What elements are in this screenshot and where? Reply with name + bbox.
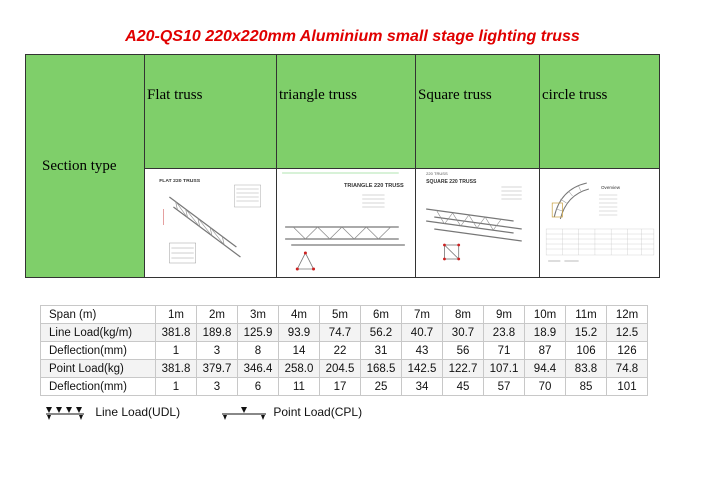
- table-cell: 11: [279, 378, 320, 396]
- table-cell: 8m: [443, 306, 484, 324]
- col-triangle-truss: triangle truss: [277, 55, 416, 169]
- table-cell: 15.2: [566, 324, 607, 342]
- load-table-row: [41, 324, 648, 342]
- svg-text:220 TRUSS: 220 TRUSS: [426, 171, 448, 176]
- table-cell: 5m: [320, 306, 361, 324]
- load-table-row: [41, 342, 648, 360]
- table-cell: 17: [320, 378, 361, 396]
- table-cell: 2m: [197, 306, 238, 324]
- table-cell: 30.7: [443, 324, 484, 342]
- table-cell: 3: [197, 378, 238, 396]
- table-cell: 56.2: [361, 324, 402, 342]
- table-cell: 8: [238, 342, 279, 360]
- row-label: Point Load(kg): [41, 360, 156, 378]
- table-cell: 9m: [484, 306, 525, 324]
- udl-legend: [44, 405, 180, 421]
- table-cell: 71: [484, 342, 525, 360]
- table-cell: 168.5: [361, 360, 402, 378]
- table-cell: 74.7: [320, 324, 361, 342]
- table-cell: 258.0: [279, 360, 320, 378]
- row-label: Span (m): [41, 306, 156, 324]
- table-cell: 12.5: [607, 324, 648, 342]
- cpl-label: Point Load(CPL): [273, 405, 363, 420]
- page-title: A20-QS10 220x220mm Aluminium small stage lighting truss: [125, 28, 580, 45]
- row-label: Deflection(mm): [41, 342, 156, 360]
- table-cell: 381.8: [156, 360, 197, 378]
- triangle-truss-caption: TRIANGLE 220 TRUSS: [343, 183, 404, 189]
- col-flat-truss: Flat truss: [145, 55, 277, 169]
- load-table-row: [41, 360, 648, 378]
- table-cell: 122.7: [443, 360, 484, 378]
- table-cell: 189.8: [197, 324, 238, 342]
- table-cell: 23.8: [484, 324, 525, 342]
- udl-label: Line Load(UDL): [95, 405, 181, 420]
- triangle-truss-image: [277, 169, 416, 278]
- square-truss-caption: SQUARE 220 TRUSS: [426, 179, 477, 185]
- table-cell: 106: [566, 342, 607, 360]
- table-cell: 1m: [156, 306, 197, 324]
- table-cell: 94.4: [525, 360, 566, 378]
- table-cell: 107.1: [484, 360, 525, 378]
- load-table: [40, 305, 648, 396]
- square-truss-image: [416, 169, 540, 278]
- table-cell: 11m: [566, 306, 607, 324]
- table-cell: 204.5: [320, 360, 361, 378]
- table-cell: 34: [402, 378, 443, 396]
- table-cell: 74.8: [607, 360, 648, 378]
- table-cell: 10m: [525, 306, 566, 324]
- table-cell: 1: [156, 378, 197, 396]
- row-label: Line Load(kg/m): [41, 324, 156, 342]
- table-cell: 43: [402, 342, 443, 360]
- table-cell: 6: [238, 378, 279, 396]
- table-cell: 85: [566, 378, 607, 396]
- table-cell: 57: [484, 378, 525, 396]
- table-cell: 1: [156, 342, 197, 360]
- table-cell: 31: [361, 342, 402, 360]
- table-cell: 4m: [279, 306, 320, 324]
- col-square-truss: Square truss: [416, 55, 540, 169]
- table-cell: 3: [197, 342, 238, 360]
- table-cell: 25: [361, 378, 402, 396]
- cpl-arrow-icon: [220, 405, 270, 421]
- table-cell: 101: [607, 378, 648, 396]
- table-cell: 83.8: [566, 360, 607, 378]
- table-cell: 126: [607, 342, 648, 360]
- table-cell: 45: [443, 378, 484, 396]
- table-cell: 18.9: [525, 324, 566, 342]
- section-type-label: Section type: [26, 55, 145, 278]
- table-cell: 87: [525, 342, 566, 360]
- cpl-legend: [220, 405, 362, 421]
- table-cell: 14: [279, 342, 320, 360]
- col-circle-truss: circle truss: [540, 55, 660, 169]
- table-cell: 7m: [402, 306, 443, 324]
- row-label: Deflection(mm): [41, 378, 156, 396]
- flat-truss-caption: FLAT 220 TRUSS: [159, 178, 201, 184]
- table-cell: 3m: [238, 306, 279, 324]
- table-cell: 40.7: [402, 324, 443, 342]
- circle-truss-caption: Overview: [601, 185, 621, 190]
- udl-arrows-icon: [44, 405, 92, 421]
- table-cell: 22: [320, 342, 361, 360]
- load-table-row: [41, 306, 648, 324]
- load-table-row: [41, 378, 648, 396]
- table-cell: 125.9: [238, 324, 279, 342]
- table-cell: 93.9: [279, 324, 320, 342]
- table-cell: 379.7: [197, 360, 238, 378]
- table-cell: 70: [525, 378, 566, 396]
- table-cell: 381.8: [156, 324, 197, 342]
- table-cell: 346.4: [238, 360, 279, 378]
- section-type-table: [25, 54, 660, 278]
- table-cell: 56: [443, 342, 484, 360]
- table-cell: 142.5: [402, 360, 443, 378]
- table-cell: 12m: [607, 306, 648, 324]
- table-cell: 6m: [361, 306, 402, 324]
- flat-truss-image: [145, 169, 277, 278]
- circle-truss-image: [540, 169, 660, 278]
